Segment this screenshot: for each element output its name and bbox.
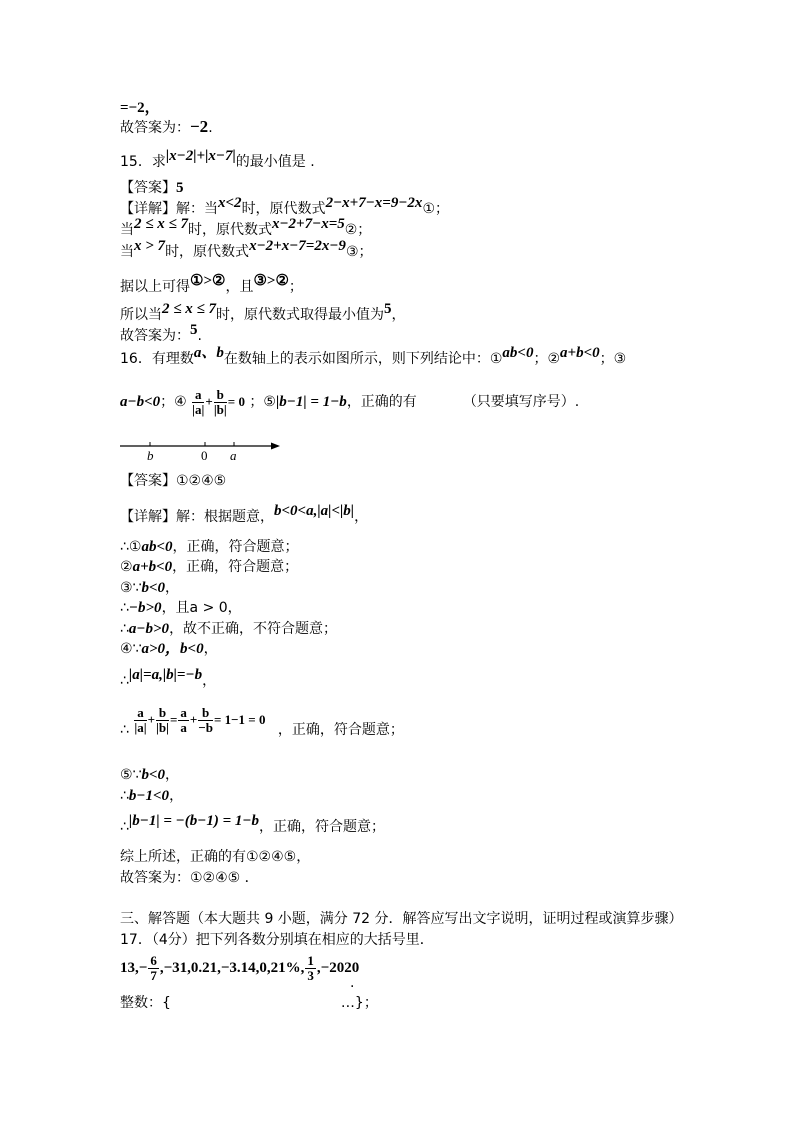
explain-16-line-8: ∴|a|=a,|b|=−b， xyxy=(120,667,217,689)
label-a: a xyxy=(230,448,237,463)
explain-16-summary: 综上所述，正确的有①②④⑤， xyxy=(120,849,311,865)
explain-16-line-9: ∴ $\frac{a}{|a|}$ + $\frac{b}{|b|}$ = $\frac{a}{a}$ + $\frac{b}{-b}$ = 1−1 = 0 ，正确，符合题意； xyxy=(120,704,404,738)
answer-15: 【答案】5 xyxy=(120,180,184,196)
explain-16-final: 故答案为：①②④⑤ ． xyxy=(120,870,259,886)
fraction: $\frac{b}{|b|}$ xyxy=(156,704,169,735)
fraction: $\frac{b}{|b|}$ xyxy=(213,386,227,417)
explain-15-line-5: 所以当2 ≤ x ≤ 7时，原代数式取得最小值为5， xyxy=(120,301,406,323)
fraction: $\frac{1}{3}$ xyxy=(307,952,314,983)
label-0: 0 xyxy=(201,448,208,463)
fraction: $\frac{a}{|a|}$ xyxy=(134,704,147,735)
explain-16-line-5: ∴−b>0，且a > 0， xyxy=(120,600,242,616)
question-17-title: 17．（4分）把下列各数分别填在相应的大括号里． xyxy=(120,932,434,948)
explain-16-line-11: ∴b−1<0， xyxy=(120,788,184,804)
fraction: $\frac{a}{a}$ xyxy=(180,704,187,735)
fraction: $\frac{a}{|a|}$ xyxy=(192,386,205,417)
explain-16-line-1: 【详解】解：根据题意，b<0<a,|a|<|b|， xyxy=(120,503,369,525)
explain-15-line-2: 当2 ≤ x ≤ 7时，原代数式x−2+7−x=5②； xyxy=(120,216,372,238)
question-15: 15．求|x−2|+|x−7|的最小值是 . xyxy=(120,148,315,170)
explain-16-line-3: ②a+b<0，正确，符合题意； xyxy=(120,559,299,575)
explain-16-line-12: ∴|b−1| = −(b−1) = 1−b，正确，符合题意； xyxy=(120,813,385,835)
prev-answer-final: 故答案为：−2. xyxy=(120,117,213,136)
question-17-integers: 整数：{ …}； xyxy=(120,995,378,1011)
math-expr: |x−2|+|x−7| xyxy=(165,148,236,164)
explain-16-line-7: ④∵a>0，b<0， xyxy=(120,641,218,657)
question-16-line-2: a−b<0；④ $\frac{a}{|a|}$ + $\frac{b}{|b|}$ = 0 ；⑤|b−1| = 1−b，正确的有 （只要填写序号）. xyxy=(120,386,580,417)
question-17-list-end: . xyxy=(350,975,355,991)
explain-16-line-6: ∴a−b>0，故不正确，不符合题意； xyxy=(120,621,338,637)
section-3-title: 三、解答题（本大题共 9 小题，满分 72 分．解答应写出文字说明，证明过程或演算步骤） xyxy=(120,911,683,927)
explain-16-line-2: ∴①ab<0，正确，符合题意； xyxy=(120,539,299,555)
question-17-number-list: 13,− $\frac{6}{7}$ ,−31,0.21,−3.14,0,21%, $\frac{1}{3}$ ,−2020 xyxy=(120,952,360,983)
explain-16-line-10: ⑤∵b<0， xyxy=(120,767,180,783)
prev-answer-line xyxy=(120,99,160,117)
explain-16-line-4: ③∵b<0， xyxy=(120,580,180,596)
explain-15-line-4: 据以上可得①>②，且③>②； xyxy=(120,273,303,295)
number-line xyxy=(120,438,290,464)
math-expr: =−2， xyxy=(120,100,160,116)
fraction: $\frac{b}{-b}$ xyxy=(198,704,213,735)
explain-15-line-3: 当x > 7时，原代数式x−2+x−7=2x−9③； xyxy=(120,238,373,260)
label-b: b xyxy=(147,448,154,463)
explain-15-line-1: 【详解】解：当x<2时，原代数式2−x+7−x=9−2x①； xyxy=(120,195,449,217)
explain-15-line-6: 故答案为：5. xyxy=(120,322,202,344)
number-line-arrow xyxy=(271,443,280,450)
answer-16: 【答案】①②④⑤ xyxy=(120,473,227,489)
question-16-line-1: 16．有理数a、b在数轴上的表示如图所示，则下列结论中：①ab<0；②a+b<0；③ xyxy=(120,345,627,367)
fraction: $\frac{6}{7}$ xyxy=(150,952,157,983)
